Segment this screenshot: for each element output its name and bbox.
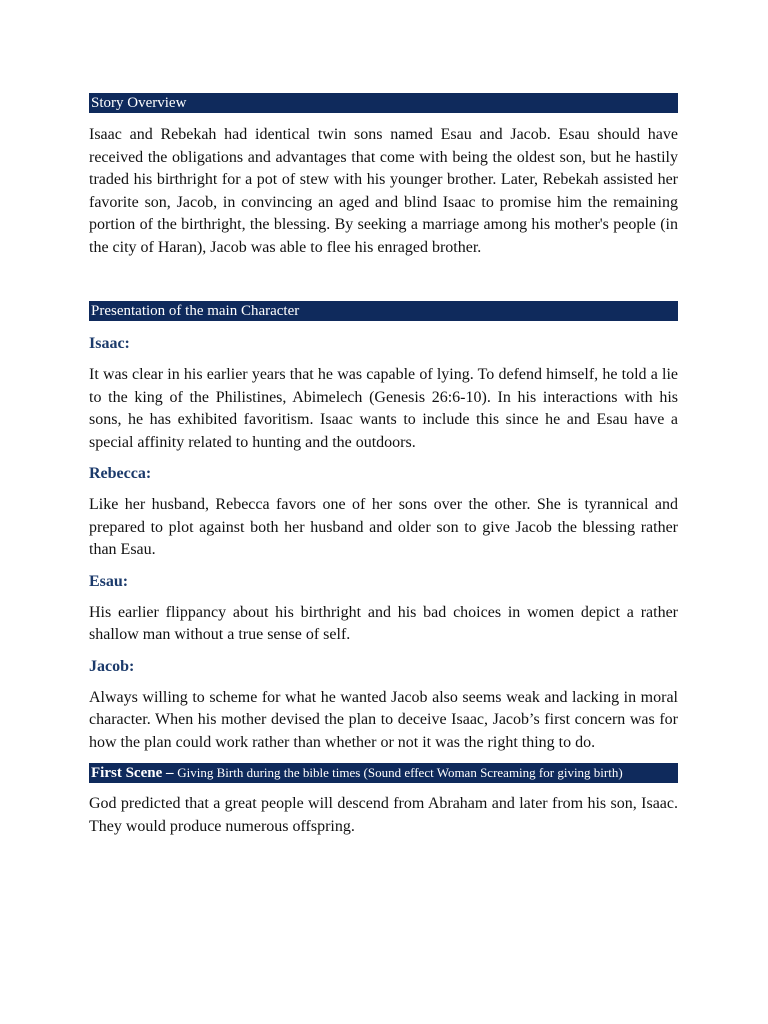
character-paragraph-jacob: Always willing to scheme for what he wanted Jacob also seems weak and lacking in moral character. When his mother devised the plan to deceive Isaac, Jacob’s first concern was for how the plan could work rather than whether or not it was the right thing to do. [89,688,678,751]
section-header-story-overview [89,93,678,113]
section-title: Presentation of the main Character [91,303,300,319]
section-title: Story Overview [91,95,187,111]
section-header-first-scene [89,763,678,783]
first-scene-paragraph: God predicted that a great people will descend from Abraham and later from his son, Isaac. They would produce numerous offspring. [89,795,678,835]
character-paragraph-rebecca: Like her husband, Rebecca favors one of her sons over the other. She is tyrannical and prepared to plot against both her husband and older son to give Jacob the blessing rather than Esau. [89,496,678,558]
document-page [89,93,678,838]
character-paragraph-esau: His earlier flippancy about his birthright and his bad choices in women depict a rather shallow man without a true sense of self. [89,603,678,643]
section-header-main-character [89,301,678,321]
scene-title: First Scene – [91,765,178,781]
character-heading-esau: Esau: [89,572,129,590]
character-heading-isaac: Isaac: [89,335,130,352]
scene-subtitle: Giving Birth during the bible times (Sound effect Woman Screaming for giving birth) [177,765,623,780]
character-heading-rebecca: Rebecca: [89,465,152,482]
character-paragraph-isaac: It was clear in his earlier years that he was capable of lying. To defend himself, he told a lie to the king of the Philistines, Abimelech (Genesis 26:6-10). In his interactions with his sons, he has exhibited favoritism. Isaac wants to include this since he and Esau have a special affinity related to hunting and the outdoors. [89,366,678,451]
overview-paragraph: Isaac and Rebekah had identical twin sons named Esau and Jacob. Esau should have received the obligations and advantages that come with being the oldest son, but he hastily traded his birthright for a pot of stew with his younger brother. Later, Rebekah assisted her favorite son, Jacob, in convincing an aged and blind Isaac to promise him the remaining portion of the birthright, the blessing. By seeking a marriage among his mother's people (in the city of Haran), Jacob was able to flee his enraged brother. [89,126,678,256]
character-heading-jacob: Jacob: [89,657,135,675]
